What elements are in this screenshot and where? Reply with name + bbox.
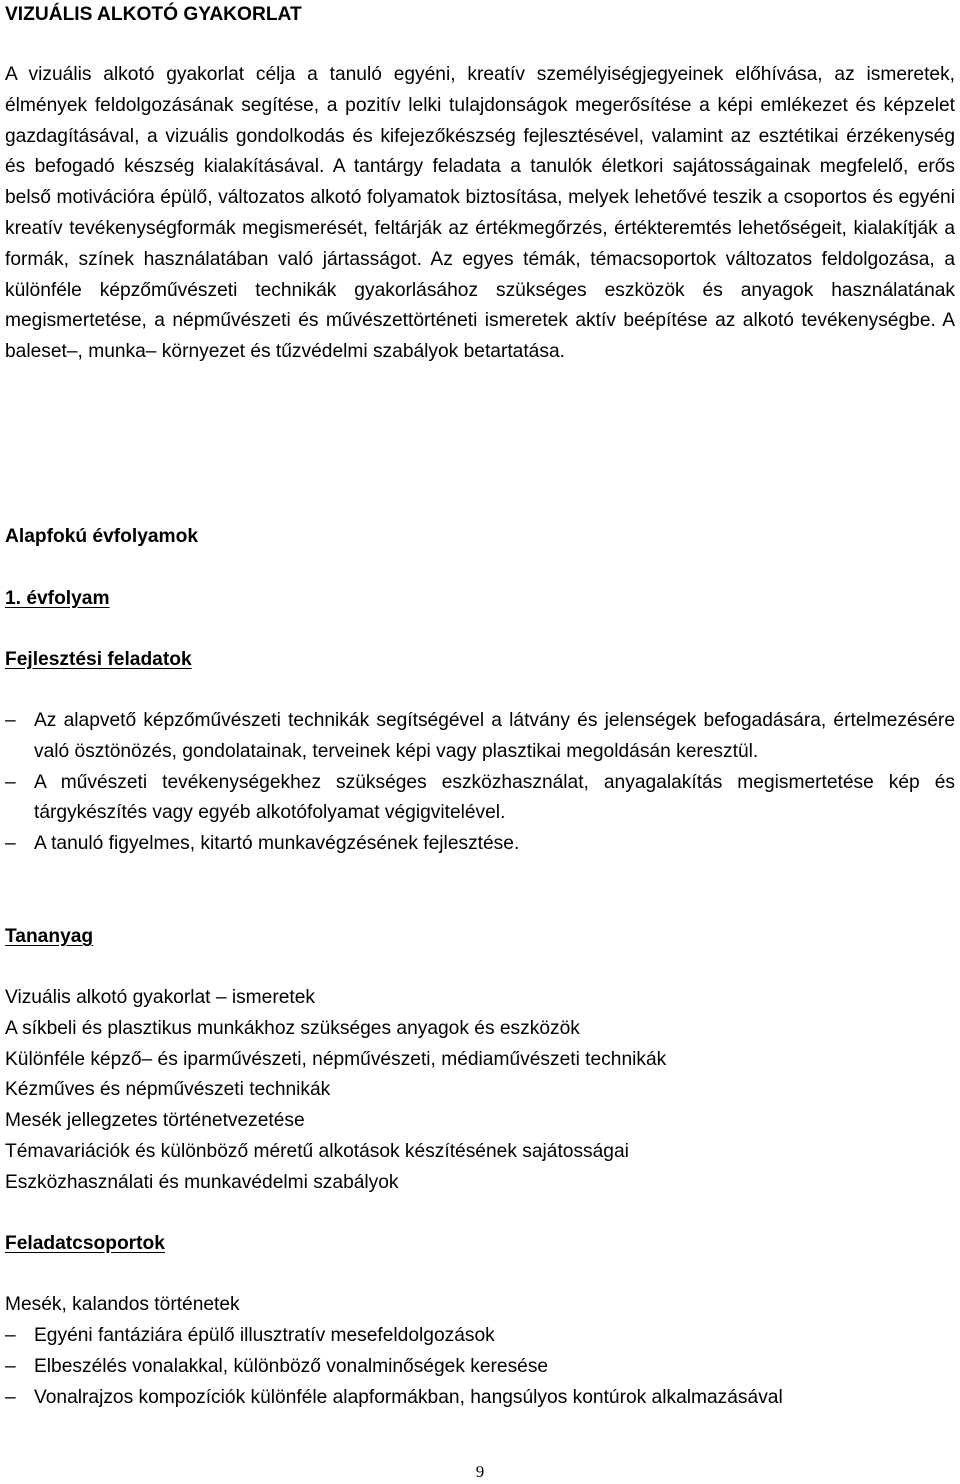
list-item: Vizuális alkotó gyakorlat – ismeretek (5, 987, 315, 1008)
list-item: Különféle képző– és iparművészeti, népművészeti, médiaművészeti technikák (5, 1048, 667, 1070)
intro-paragraph: A vizuális alkotó gyakorlat célja a tanuló egyéni, kreatív személyiségjegyeinek előhívása, az ismeretek, élmények feldolgozásának segítése, a pozitív lelki tulajdonságok megerősítése a képi emlékezet és képzelet gazdagításával, a vizuális gondolkodás és kifejezőkészség fejlesztésével, valamint az esztétikai érzékenység és befogadó készség kialakításával. A tantárgy feladata a tanulók életkori sajátosságainak megfelelő, erős belső motivációra épülő, változatos alkotó folyamatok biztosítása, melyek lehetővé teszik a csoportos és egyéni kreatív tevékenységformák megismerését, feltárják az értékmegőrzés, értékteremtés lehetőségeit, kialakítják a formák, színek használatában való jártasságot. Az egyes témák, témacsoportok változatos feldolgozása, a különféle képzőművészeti technikák gyakorlásához szükséges eszközök és anyagok használatának megismertetése, a népművészeti és művészettörténeti ismeretek aktív beépítése az alkotó tevékenységbe. A baleset–, munka– környezet és tűzvédelmi szabályok betartatása. (5, 64, 955, 363)
development-list (5, 706, 955, 860)
list-item (5, 829, 955, 860)
dash-bullet: – (5, 1386, 16, 1408)
list-item (5, 768, 955, 830)
list-item: Eszközhasználati és munkavédelmi szabályok (5, 1171, 399, 1193)
list-item-text: Vonalrajzos kompozíciók különféle alapformákban, hangsúlyos kontúrok alkalmazásával (34, 1386, 783, 1408)
list-item-text: Elbeszélés vonalakkal, különböző vonalminőségek keresése (34, 1355, 549, 1377)
list-item (5, 1321, 955, 1352)
list-item-text: Az alapvető képzőművészeti technikák segítségével a látvány és jelenségek befogadására, értelmezésére való ösztönözés, gondolatainak, terveinek képi vagy plasztikai megoldásán keresztül. (34, 710, 955, 762)
curriculum-list (5, 983, 955, 1199)
list-item: Témavariációk és különböző méretű alkotások készítésének sajátosságai (5, 1140, 629, 1162)
curriculum-heading: Tananyag (5, 926, 94, 947)
dash-bullet: – (5, 833, 16, 855)
list-item: Mesék jellegzetes történetvezetése (5, 1110, 305, 1132)
list-item: Kézműves és népművészeti technikák (5, 1079, 331, 1101)
dash-bullet: – (5, 1325, 16, 1346)
list-item (5, 1352, 955, 1383)
list-item: A síkbeli és plasztikus munkákhoz szükséges anyagok és eszközök (5, 1017, 580, 1039)
document-title: VIZUÁLIS ALKOTÓ GYAKORLAT (5, 4, 302, 25)
grade-heading: 1. évfolyam (5, 588, 110, 609)
dash-bullet: – (5, 1355, 16, 1377)
task-groups-heading: Feladatcsoportok (5, 1233, 165, 1254)
page-number: 9 (475, 1462, 485, 1481)
task-groups-list (5, 1321, 955, 1413)
development-heading: Fejlesztési feladatok (5, 649, 192, 670)
dash-bullet: – (5, 710, 16, 731)
dash-bullet: – (5, 771, 16, 793)
list-item-text: A művészeti tevékenységekhez szükséges eszközhasználat, anyagalakítás megismertetése kép és tárgykészítés vagy egyéb alkotófolyamat végigvitelével. (34, 771, 955, 824)
list-item-text: A tanuló figyelmes, kitartó munkavégzésének fejlesztése. (34, 833, 520, 855)
list-item (5, 1383, 955, 1414)
list-item-text: Egyéni fantáziára épülő illusztratív mesefeldolgozások (34, 1325, 495, 1346)
list-item (5, 706, 955, 768)
section-heading: Alapfokú évfolyamok (5, 526, 198, 547)
task-groups-subheading: Mesék, kalandos történetek (5, 1294, 240, 1315)
